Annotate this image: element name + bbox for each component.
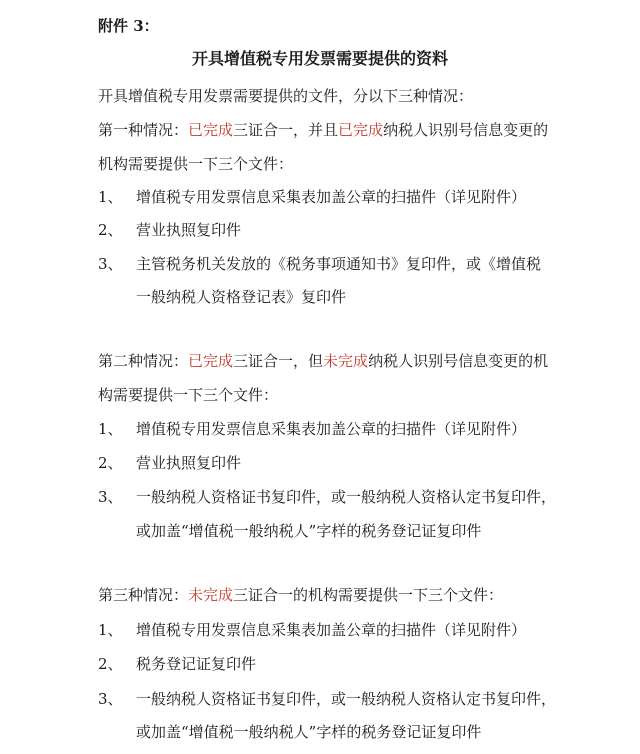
case1-item2-text: 营业执照复印件 — [136, 221, 242, 239]
case2-line2: 构需要提供一下三个文件： — [98, 386, 279, 404]
case2-item3-num: 3、 — [98, 488, 123, 506]
case2-item2-text: 营业执照复印件 — [136, 454, 242, 472]
case1-heading — [98, 120, 548, 140]
case1-status-2: 已完成 — [338, 121, 384, 139]
case1-item2-num: 2、 — [98, 221, 123, 239]
case2-item3-text: 一般纳税人资格证书复印件，或一般纳税人资格认定书复印件， — [136, 488, 557, 506]
case3-item1-num: 1、 — [98, 621, 123, 639]
case1-item3-text: 主管税务机关发放的《税务事项通知书》复印件，或《增值税 — [136, 255, 542, 273]
case3-item3-cont: 或加盖“增值税一般纳税人”字样的税务登记证复印件 — [136, 723, 482, 741]
case1-item3-cont: 一般纳税人资格登记表》复印件 — [136, 288, 347, 306]
case1-item1-num: 1、 — [98, 188, 123, 206]
case3-item3-text: 一般纳税人资格证书复印件，或一般纳税人资格认定书复印件， — [136, 690, 557, 708]
case2-item3-cont: 或加盖“增值税一般纳税人”字样的税务登记证复印件 — [136, 522, 482, 540]
case3-item2-text: 税务登记证复印件 — [136, 655, 257, 673]
case2-prefix: 第二种情况： — [98, 352, 189, 370]
attachment-label: 附件 3： — [98, 17, 159, 35]
case2-status-2: 未完成 — [323, 352, 369, 370]
case2-heading — [98, 351, 548, 371]
case2-mid: 三证合一，但 — [233, 352, 324, 370]
case3-prefix: 第三种情况： — [98, 586, 189, 604]
case2-suffix: 纳税人识别号信息变更的机 — [368, 352, 549, 370]
case1-item1-text: 增值税专用发票信息采集表加盖公章的扫描件（详见附件） — [136, 188, 527, 206]
case3-suffix: 三证合一的机构需要提供一下三个文件： — [233, 586, 504, 604]
case1-prefix: 第一种情况： — [98, 121, 189, 139]
case3-status-1: 未完成 — [188, 586, 234, 604]
case1-line2: 机构需要提供一下三个文件： — [98, 155, 294, 173]
case2-item1-num: 1、 — [98, 420, 123, 438]
case3-item1-text: 增值税专用发票信息采集表加盖公章的扫描件（详见附件） — [136, 621, 527, 639]
case1-item3-num: 3、 — [98, 255, 123, 273]
case2-status-1: 已完成 — [188, 352, 234, 370]
document-title: 开具增值税专用发票需要提供的资料 — [191, 49, 448, 68]
intro-text: 开具增值税专用发票需要提供的文件，分以下三种情况： — [98, 87, 474, 105]
case1-status-1: 已完成 — [188, 121, 234, 139]
case2-item2-num: 2、 — [98, 454, 123, 472]
case1-mid: 三证合一，并且 — [233, 121, 339, 139]
case2-item1-text: 增值税专用发票信息采集表加盖公章的扫描件（详见附件） — [136, 420, 527, 438]
case1-suffix: 纳税人识别号信息变更的 — [383, 121, 549, 139]
case3-item3-num: 3、 — [98, 690, 123, 708]
case3-heading — [98, 585, 503, 605]
case3-item2-num: 2、 — [98, 655, 123, 673]
